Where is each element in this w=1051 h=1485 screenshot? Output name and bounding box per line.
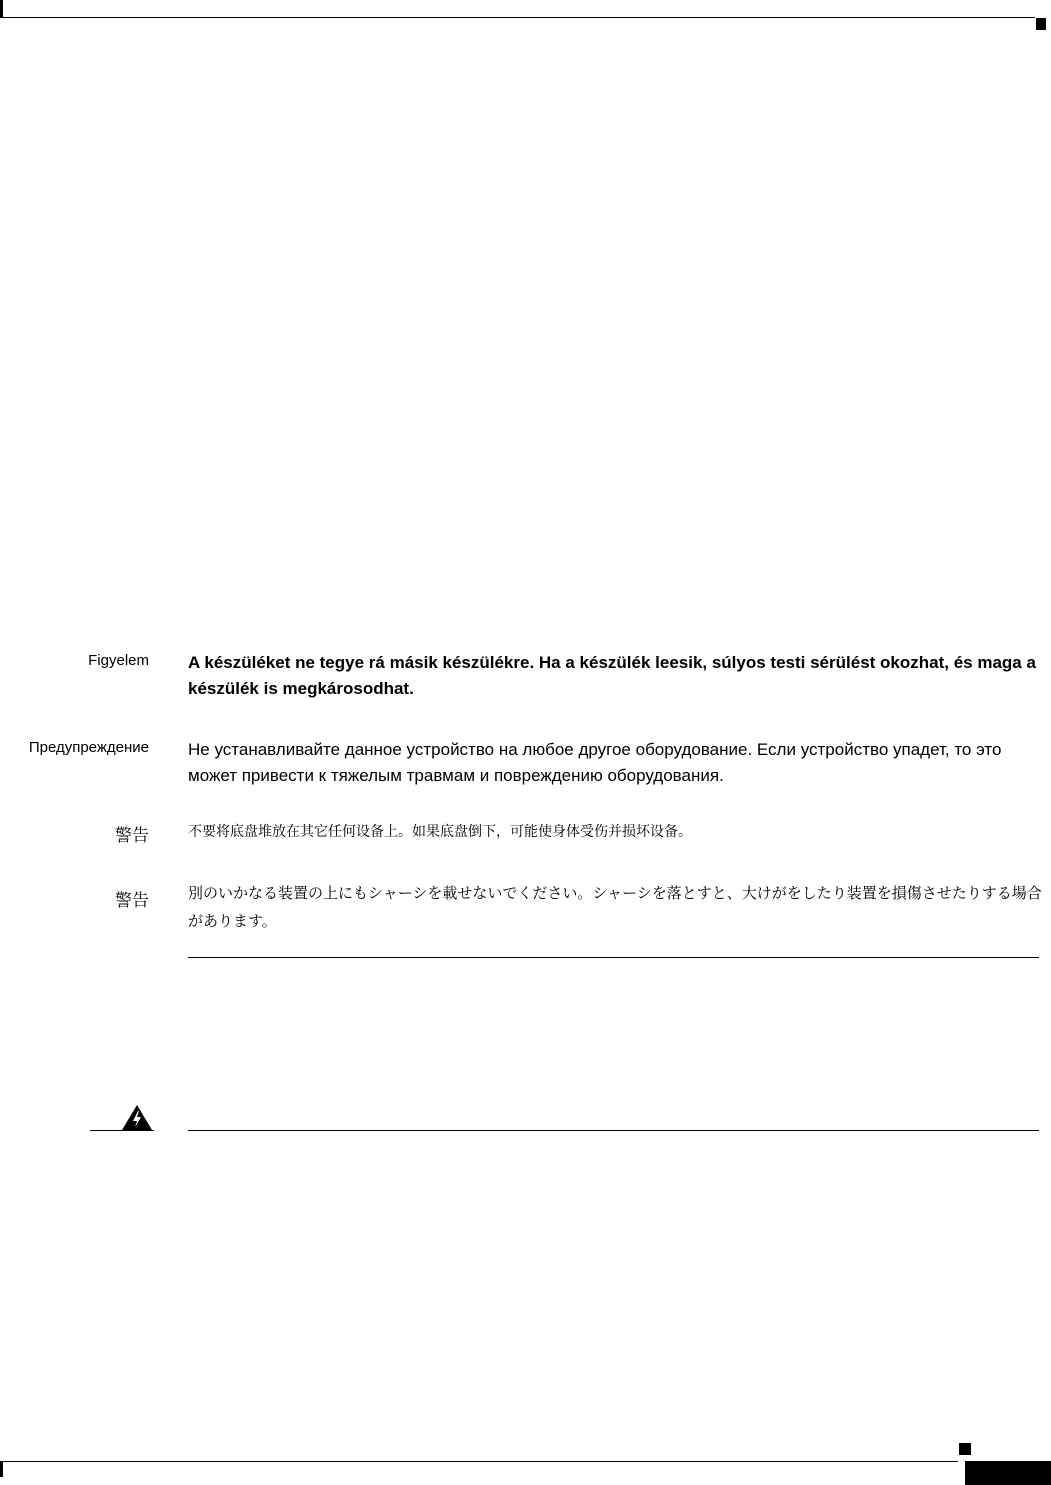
warning-triangle-icon [121, 1104, 153, 1131]
footer-tick [0, 1461, 3, 1477]
warning-label: 警告 [115, 891, 149, 910]
section-divider [188, 1130, 1039, 1131]
section-divider [188, 957, 1039, 958]
warning-text: 別のいかなる装置の上にもシャーシを載せないでください。シャーシを落とすと、大けがをしたり装置を損傷させたりする場合があります。 [188, 885, 1042, 930]
header-marker [1036, 18, 1046, 30]
warning-text: 不要将底盘堆放在其它任何设备上。如果底盘倒下，可能使身体受伤并损坏设备。 [188, 823, 692, 839]
header-tick [0, 0, 3, 18]
warning-label: 警告 [115, 826, 149, 845]
footer-marker [959, 1443, 971, 1455]
warning-text: A készüléket ne tegye rá másik készülékre. Ha a készülék leesik, súlyos testi sérülést okozhat, és maga a készülék is megkárosodhat. [188, 653, 1036, 698]
header-rule [0, 17, 1035, 18]
footer-rule [0, 1461, 958, 1462]
warning-label: Figyelem [88, 652, 149, 669]
page-number-tab [965, 1461, 1051, 1485]
warning-text: Не устанавливайте данное устройство на любое другое оборудование. Если устройство упадет, то это может привести к тяжелым травмам и повреждению оборудования. [188, 740, 1002, 785]
warning-icon-rule [90, 1130, 154, 1131]
warning-label: Предупреждение [28, 739, 149, 756]
